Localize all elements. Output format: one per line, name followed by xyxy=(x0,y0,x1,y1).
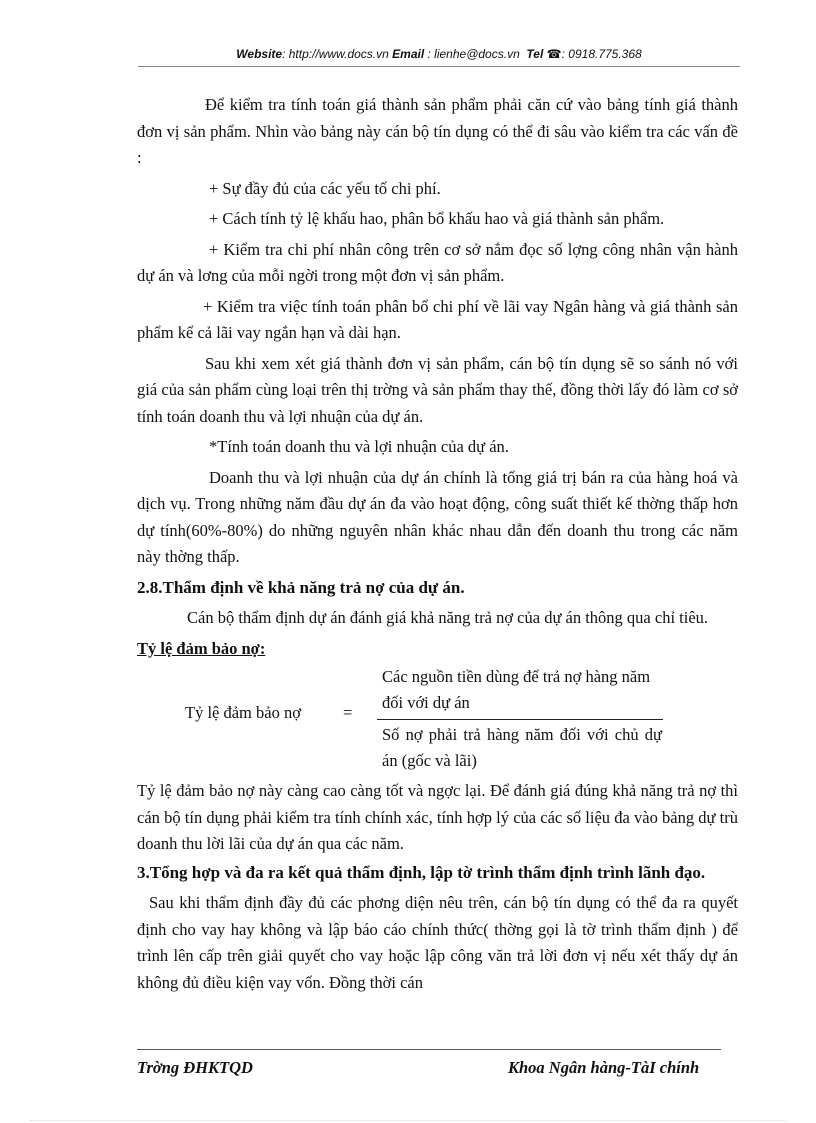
page-edge xyxy=(30,1120,786,1121)
website-label: Website xyxy=(236,47,283,61)
paragraph: Sau khi xem xét giá thành đơn vị sản phẩm, cán bộ tín dụng sẽ so sánh nó với giá của sản phẩm cùng loại trên thị trờng và sản phẩm thay thế, đồng thời lấy đó làm cơ sở tính toán doanh thu và lợi nhuận của dự án. xyxy=(137,353,738,426)
formula-numerator: Các nguồn tiền dùng để trả nợ hàng năm đối với dự án xyxy=(382,667,651,712)
paragraph: Tỷ lệ đảm bảo nợ này càng cao càng tốt và ngợc lại. Để đánh giá đúng khả năng trả nợ thì cán bộ tín dụng phải kiểm tra tính chính xác, tính hợp lý của các số liệu đa vào bảng dự trù doanh thu lời lãi của dự án qua các năm. xyxy=(137,781,738,853)
formula-equals: = xyxy=(343,703,353,722)
formula-denominator: Số nợ phải trả hàng năm đối với chủ dự án (gốc và lãi) xyxy=(382,725,662,770)
page-header xyxy=(138,47,740,61)
list-item: + Cách tính tỷ lệ khấu hao, phân bổ khấu hao và giá thành sản phẩm. xyxy=(209,209,665,228)
list-item: + Kiểm tra chi phí nhân công trên cơ sở nắm đọc số lợng công nhân vận hành dự án và lơng của mỗi ngời trong một đơn vị sản phẩm. xyxy=(137,239,738,285)
paragraph: *Tính toán doanh thu và lợi nhuận của dự án. xyxy=(209,437,509,456)
paragraph: Cán bộ thẩm định dự án đánh giá khả năng trả nợ của dự án thông qua chỉ tiêu. xyxy=(187,608,709,627)
fraction-bar xyxy=(377,719,663,720)
formula-label: Tỷ lệ đảm bảo nợ xyxy=(185,703,301,722)
footer-department: Khoa Ngân hàng-TàI chính xyxy=(508,1058,700,1077)
header-divider xyxy=(138,66,740,67)
section-heading: 2.8.Thẩm định về khả năng trả nợ của dự án. xyxy=(137,577,465,597)
footer-school: Trờng ĐHKTQD xyxy=(137,1058,253,1077)
list-item: + Kiểm tra việc tính toán phân bổ chi phí về lãi vay Ngân hàng và giá thành sản phẩm kể cả lãi vay ngắn hạn và dài hạn. xyxy=(137,296,738,342)
tel-label: Tel xyxy=(526,47,544,61)
formula xyxy=(137,664,738,778)
paragraph: Sau khi thẩm định đầy đủ các phơng diện nêu trên, cán bộ tín dụng có thể đa ra quyết định cho vay hay không và lập báo cáo chính thức( thờng gọi là tờ trình thẩm định ) để trình lên cấp trên giải quyết cho vay hoặc lập công văn trả lời đơn vị nếu xét thấy dự án không đủ điều kiện vay vốn. Đồng thời cán xyxy=(137,893,738,992)
email-value: : lienhe@docs.vn xyxy=(424,47,520,61)
sub-heading: Tỷ lệ đảm bảo nợ: xyxy=(137,638,266,658)
phone-icon: ☎ xyxy=(546,47,562,61)
tel-value: : 0918.775.368 xyxy=(561,47,642,61)
email-label: Email xyxy=(392,47,425,61)
document-body xyxy=(137,92,738,996)
section-heading: 3.Tổng hợp và đa ra kết quả thẩm định, lập tờ trình thẩm định trình lãnh đạo. xyxy=(137,862,706,882)
paragraph: Để kiểm tra tính toán giá thành sản phẩm phải căn cứ vào bảng tính giá thành đơn vị sản phẩm. Nhìn vào bảng này cán bộ tín dụng có thể đi sâu vào kiểm tra các vấn đề : xyxy=(137,95,738,167)
footer-divider xyxy=(137,1049,721,1050)
paragraph: Doanh thu và lợi nhuận của dự án chính là tổng giá trị bán ra của hàng hoá và dịch vụ. Trong những năm đầu dự án đa vào hoạt động, công suất thiết kế thờng thấp hơn dự tính(60%-80%) do những nguyên nhân khác nhau dẫn đến doanh thu trong các năm này thờng thấp. xyxy=(137,467,738,566)
list-item: + Sự đầy đủ của các yếu tố chi phí. xyxy=(209,178,441,198)
website-value: : http://www.docs.vn xyxy=(282,47,389,61)
